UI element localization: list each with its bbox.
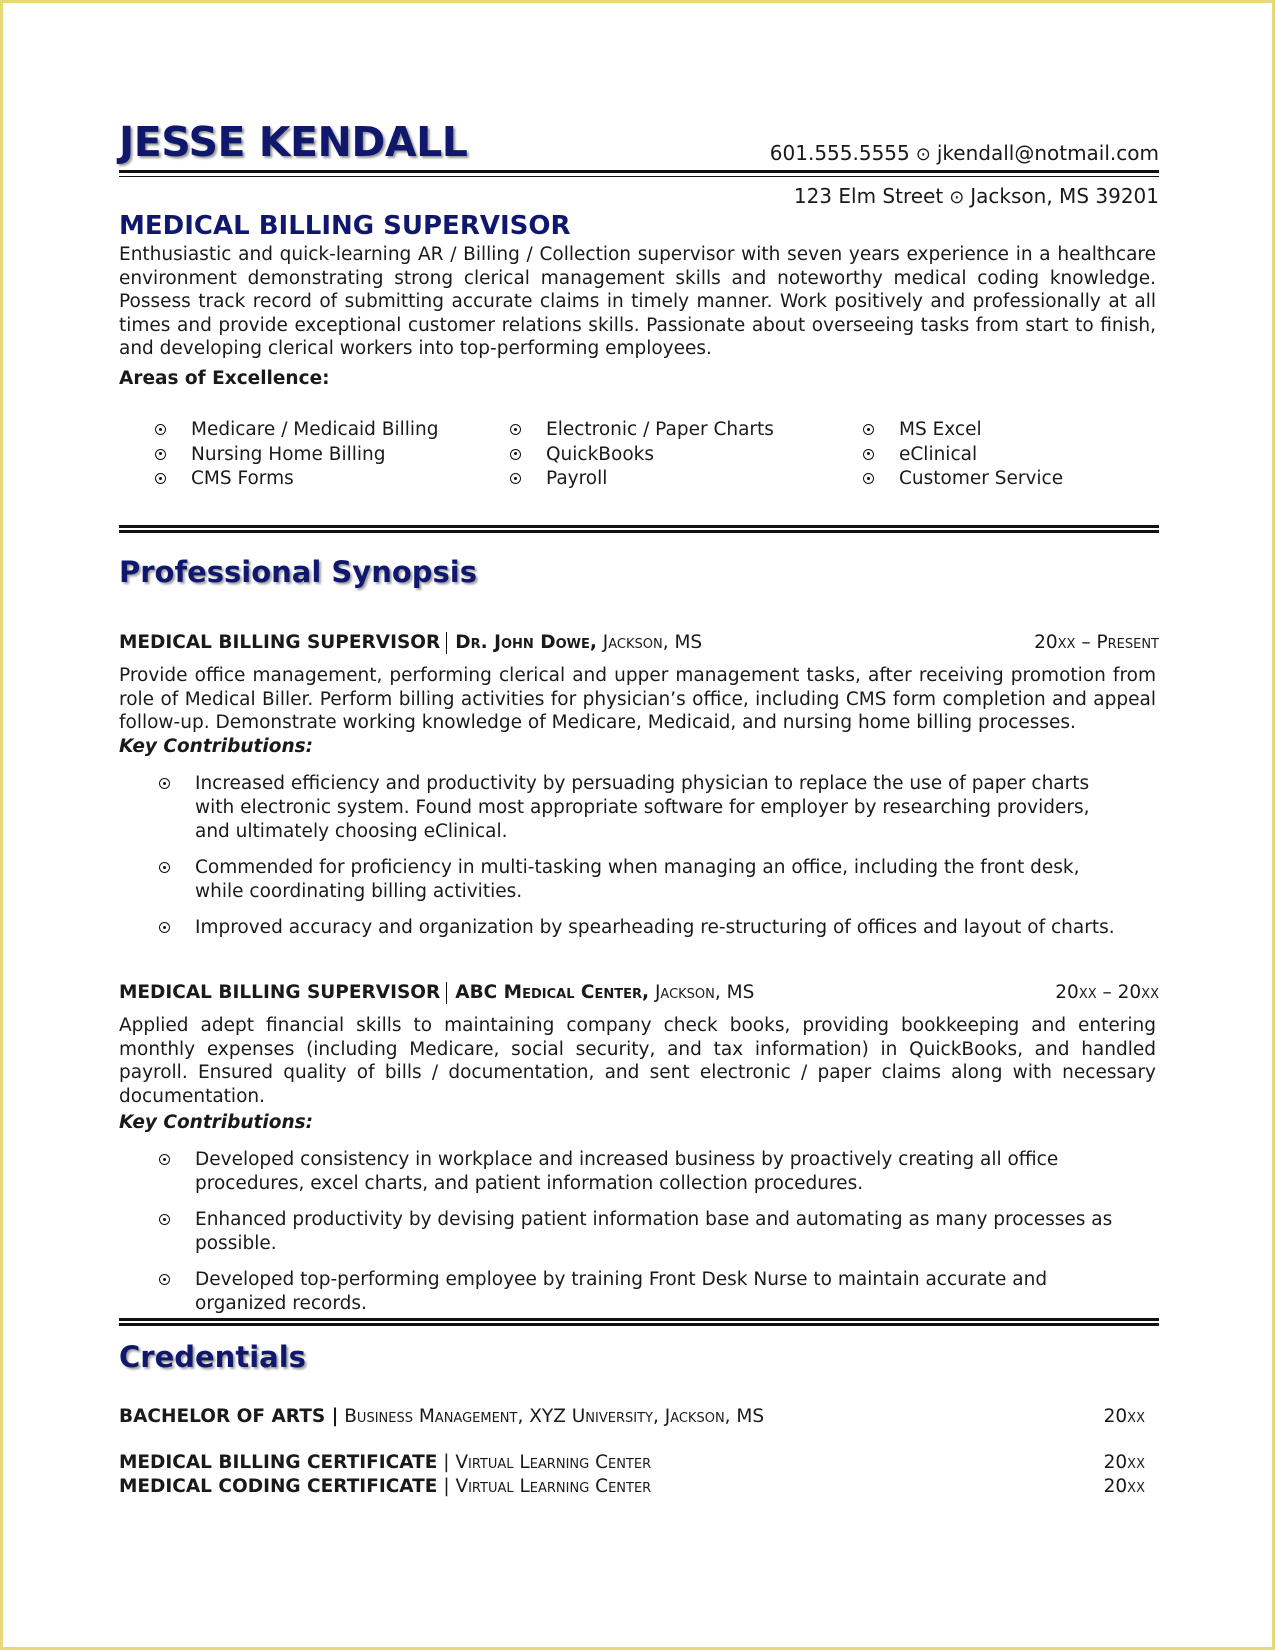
job-description-1: Provide office management, performing clerical and upper management tasks, after receiving promotion from role of Medical Biller. Perform billing activities for physician’s office, including CMS form completion and appeal follow-up. Demonstrate working knowledge of Medicare, Medicaid, and nursing home billing processes. — [119, 665, 1156, 733]
job-title: MEDICAL BILLING SUPERVISOR — [119, 632, 441, 653]
pipe-divider — [446, 632, 447, 654]
bullet-icon — [155, 424, 166, 435]
job-target-title: MEDICAL BILLING SUPERVISOR — [119, 211, 571, 241]
bullet-icon — [155, 449, 166, 460]
bullet-icon — [863, 424, 874, 435]
bullet-icon — [159, 1154, 170, 1165]
separator-icon: ⊙ — [949, 187, 965, 208]
separator-icon: ⊙ — [915, 144, 931, 165]
contributions-list-1 — [119, 772, 1159, 940]
bullet-icon — [510, 449, 521, 460]
bullet-icon — [863, 473, 874, 484]
contributions-list-2 — [119, 1148, 1159, 1316]
credential-detail: | Virtual Learning Center — [443, 1476, 652, 1497]
job-dates: 20xx – Present — [1034, 632, 1159, 653]
email-address: jkendall@notmail.com — [936, 141, 1159, 165]
section-divider — [119, 1318, 1159, 1326]
areas-of-excellence-label: Areas of Excellence: — [119, 368, 330, 389]
list-item: Commended for proficiency in multi-tasking when managing an office, including the front desk, while coordinating billing activities. — [119, 856, 1159, 904]
pipe-divider — [446, 982, 447, 1004]
section-divider — [119, 525, 1159, 533]
job-header-2 — [119, 982, 1159, 1006]
bullet-icon — [510, 473, 521, 484]
contact-line-phone-email — [770, 141, 1159, 165]
bullet-icon — [159, 778, 170, 789]
employer-name: ABC Medical Center, — [455, 982, 650, 1003]
credential-row — [119, 1476, 1159, 1500]
credential-row — [119, 1406, 1159, 1430]
key-contributions-label-1: Key Contributions: — [119, 736, 314, 757]
credential-year: 20xx — [1103, 1452, 1145, 1473]
street-address: 123 Elm Street — [793, 184, 944, 208]
credential-title: MEDICAL BILLING CERTIFICATE — [119, 1452, 438, 1473]
job-description-2: Applied adept financial skills to maintaining company check books, providing bookkeeping and entering monthly expenses (including Medicare, social security, and tax information) in QuickBooks, and handled payroll. Ensured quality of bills / documentation, and sent electronic / paper claims along with necessary documentation. — [119, 1015, 1156, 1107]
list-item: Increased efficiency and productivity by persuading physician to replace the use of paper charts with electronic system. Found most appropriate software for employer by researching providers, and ultimately choosing eClinical. — [119, 772, 1159, 844]
credential-year: 20xx — [1103, 1406, 1145, 1427]
phone-number: 601.555.5555 — [769, 141, 910, 165]
bullet-icon — [159, 1214, 170, 1225]
job-location: Jackson, MS — [602, 632, 703, 653]
bullet-icon — [863, 449, 874, 460]
credential-row — [119, 1452, 1159, 1476]
contact-line-address — [794, 184, 1159, 208]
bullet-icon — [159, 1274, 170, 1285]
list-item: Enhanced productivity by devising patient information base and automating as many processes as possible. — [119, 1208, 1159, 1256]
employer-name: Dr. John Dowe, — [455, 632, 597, 653]
list-item: Developed consistency in workplace and increased business by proactively creating all office procedures, excel charts, and patient information collection procedures. — [119, 1148, 1159, 1196]
summary-paragraph: Enthusiastic and quick-learning AR / Billing / Collection supervisor with seven years experience in a healthcare environment demonstrating strong clerical management skills and noteworthy medical coding knowledge. Possess track record of submitting accurate claims in timely manner. Work positively and professionally at all times and provide exceptional customer relations skills. Passionate about overseeing tasks from start to finish, and developing clerical workers into top-performing employees. — [119, 244, 1156, 359]
key-contributions-label-2: Key Contributions: — [119, 1112, 314, 1133]
list-item: Improved accuracy and organization by spearheading re-structuring of offices and layout of charts. — [119, 916, 1159, 940]
list-item: Developed top-performing employee by training Front Desk Nurse to maintain accurate and organized records. — [119, 1268, 1159, 1316]
credential-title: BACHELOR OF ARTS | — [119, 1406, 339, 1427]
credential-detail: | Virtual Learning Center — [443, 1452, 652, 1473]
job-title: MEDICAL BILLING SUPERVISOR — [119, 982, 441, 1003]
credentials-heading: Credentials — [119, 1340, 306, 1374]
credential-detail: Business Management, XYZ University, Jackson, MS — [344, 1406, 765, 1427]
job-header-1 — [119, 632, 1159, 656]
bullet-icon — [155, 473, 166, 484]
synopsis-heading: Professional Synopsis — [119, 555, 477, 589]
credential-year: 20xx — [1103, 1476, 1145, 1497]
header-divider — [119, 170, 1159, 177]
job-location: Jackson, MS — [654, 982, 755, 1003]
bullet-icon — [159, 922, 170, 933]
candidate-name: JESSE KENDALL — [119, 118, 468, 166]
bullet-icon — [510, 424, 521, 435]
credential-title: MEDICAL CODING CERTIFICATE — [119, 1476, 438, 1497]
city-state-zip: Jackson, MS 39201 — [970, 184, 1159, 208]
bullet-icon — [159, 862, 170, 873]
job-dates: 20xx – 20xx — [1055, 982, 1159, 1003]
